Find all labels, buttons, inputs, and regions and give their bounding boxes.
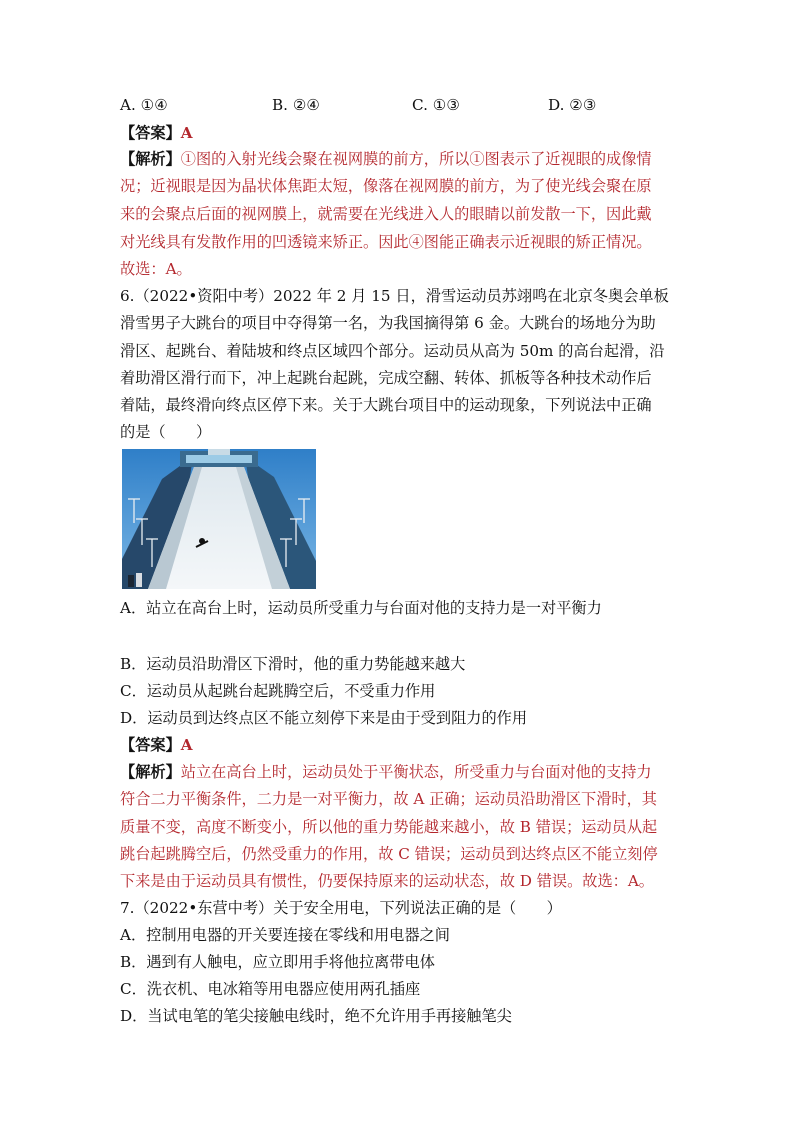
q6-answer-tag: 【答案】 [120, 736, 181, 754]
q5-analysis-line-1: 【解析】①图的入射光线会聚在视网膜的前方，所以①图表示了近视眼的成像情 [120, 150, 652, 168]
q5-analysis-line-2: 况；近视眼是因为晶状体焦距太短，像落在视网膜的前方，为了使光线会聚在原 [120, 177, 652, 195]
q6-stem-line-2: 滑雪男子大跳台的项目中夺得第一名，为我国摘得第 6 金。大跳台的场地分为助 [120, 314, 656, 332]
q6-option-c: C．运动员从起跳台起跳腾空后，不受重力作用 [120, 682, 436, 700]
q5-option-c: C. ①③ [412, 96, 460, 114]
q7-option-b: B．遇到有人触电，应立即用手将他拉离带电体 [120, 953, 435, 971]
q5-option-b: B. ②④ [272, 96, 321, 114]
q5-option-a: A. ①④ [120, 96, 168, 114]
q6-analysis-line-4: 跳台起跳腾空后，仍然受重力的作用，故 C 错误；运动员到达终点区不能立刻停 [120, 845, 658, 863]
q5-answer-line [120, 123, 193, 143]
q6-answer-line [120, 735, 193, 755]
q6-option-d: D．运动员到达终点区不能立刻停下来是由于受到阻力的作用 [120, 709, 528, 727]
q5-answer-tag: 【答案】 [120, 124, 181, 142]
q6-analysis-line-5: 下来是由于运动员具有惯性，仍要保持原来的运动状态，故 D 错误。故选：A。 [120, 872, 654, 890]
q6-answer-value: A [180, 736, 193, 754]
q5-analysis-line-5: 故选：A。 [120, 260, 192, 278]
q5-options [120, 96, 680, 118]
q6-analysis-line-2: 符合二力平衡条件，二力是一对平衡力，故 A 正确；运动员沿助滑区下滑时，其 [120, 790, 657, 808]
q6-option-a: A．站立在高台上时，运动员所受重力与台面对他的支持力是一对平衡力 [120, 599, 602, 617]
q5-option-d: D. ②③ [548, 96, 597, 114]
q6-analysis-line-1: 【解析】站立在高台上时，运动员处于平衡状态，所受重力与台面对他的支持力 [120, 763, 652, 781]
q5-analysis-line-3: 来的会聚点后面的视网膜上，就需要在光线进入人的眼睛以前发散一下，因此戴 [120, 205, 652, 223]
q6-option-b: B．运动员沿助滑区下滑时，他的重力势能越来越大 [120, 655, 466, 673]
q6-stem-line-6: 的是（ ） [120, 423, 212, 441]
ski-jump-illustration [122, 449, 316, 589]
q6-analysis-line-3: 质量不变，高度不断变小，所以他的重力势能越来越小，故 B 错误；运动员从起 [120, 818, 658, 836]
q6-stem-line-3: 滑区、起跳台、着陆坡和终点区域四个部分。运动员从高为 50m 的高台起滑，沿 [120, 342, 665, 360]
q7-option-c: C．洗衣机、电冰箱等用电器应使用两孔插座 [120, 980, 421, 998]
q7-option-d: D．当试电笔的笔尖接触电线时，绝不允许用手再接触笔尖 [120, 1007, 512, 1025]
q6-stem-line-4: 着助滑区滑行而下，冲上起跳台起跳，完成空翻、转体、抓板等各种技术动作后 [120, 369, 652, 387]
q7-option-a: A．控制用电器的开关要连接在零线和用电器之间 [120, 926, 450, 944]
q6-stem-line-5: 着陆，最终滑向终点区停下来。关于大跳台项目中的运动现象，下列说法中正确 [120, 396, 652, 414]
q5-analysis-line-4: 对光线具有发散作用的凹透镜来矫正。因此④图能正确表示近视眼的矫正情况。 [120, 233, 652, 251]
q5-answer-value: A [180, 124, 193, 142]
q7-stem: 7.（2022•东营中考）关于安全用电，下列说法正确的是（ ） [120, 899, 562, 917]
q5-analysis-tag: 【解析】 [120, 150, 181, 168]
q6-stem-line-1: 6.（2022•资阳中考）2022 年 2 月 15 日，滑雪运动员苏翊鸣在北京冬奥会单板 [120, 287, 669, 305]
q6-analysis-tag: 【解析】 [120, 763, 181, 781]
ski-jump-photo [122, 449, 316, 589]
